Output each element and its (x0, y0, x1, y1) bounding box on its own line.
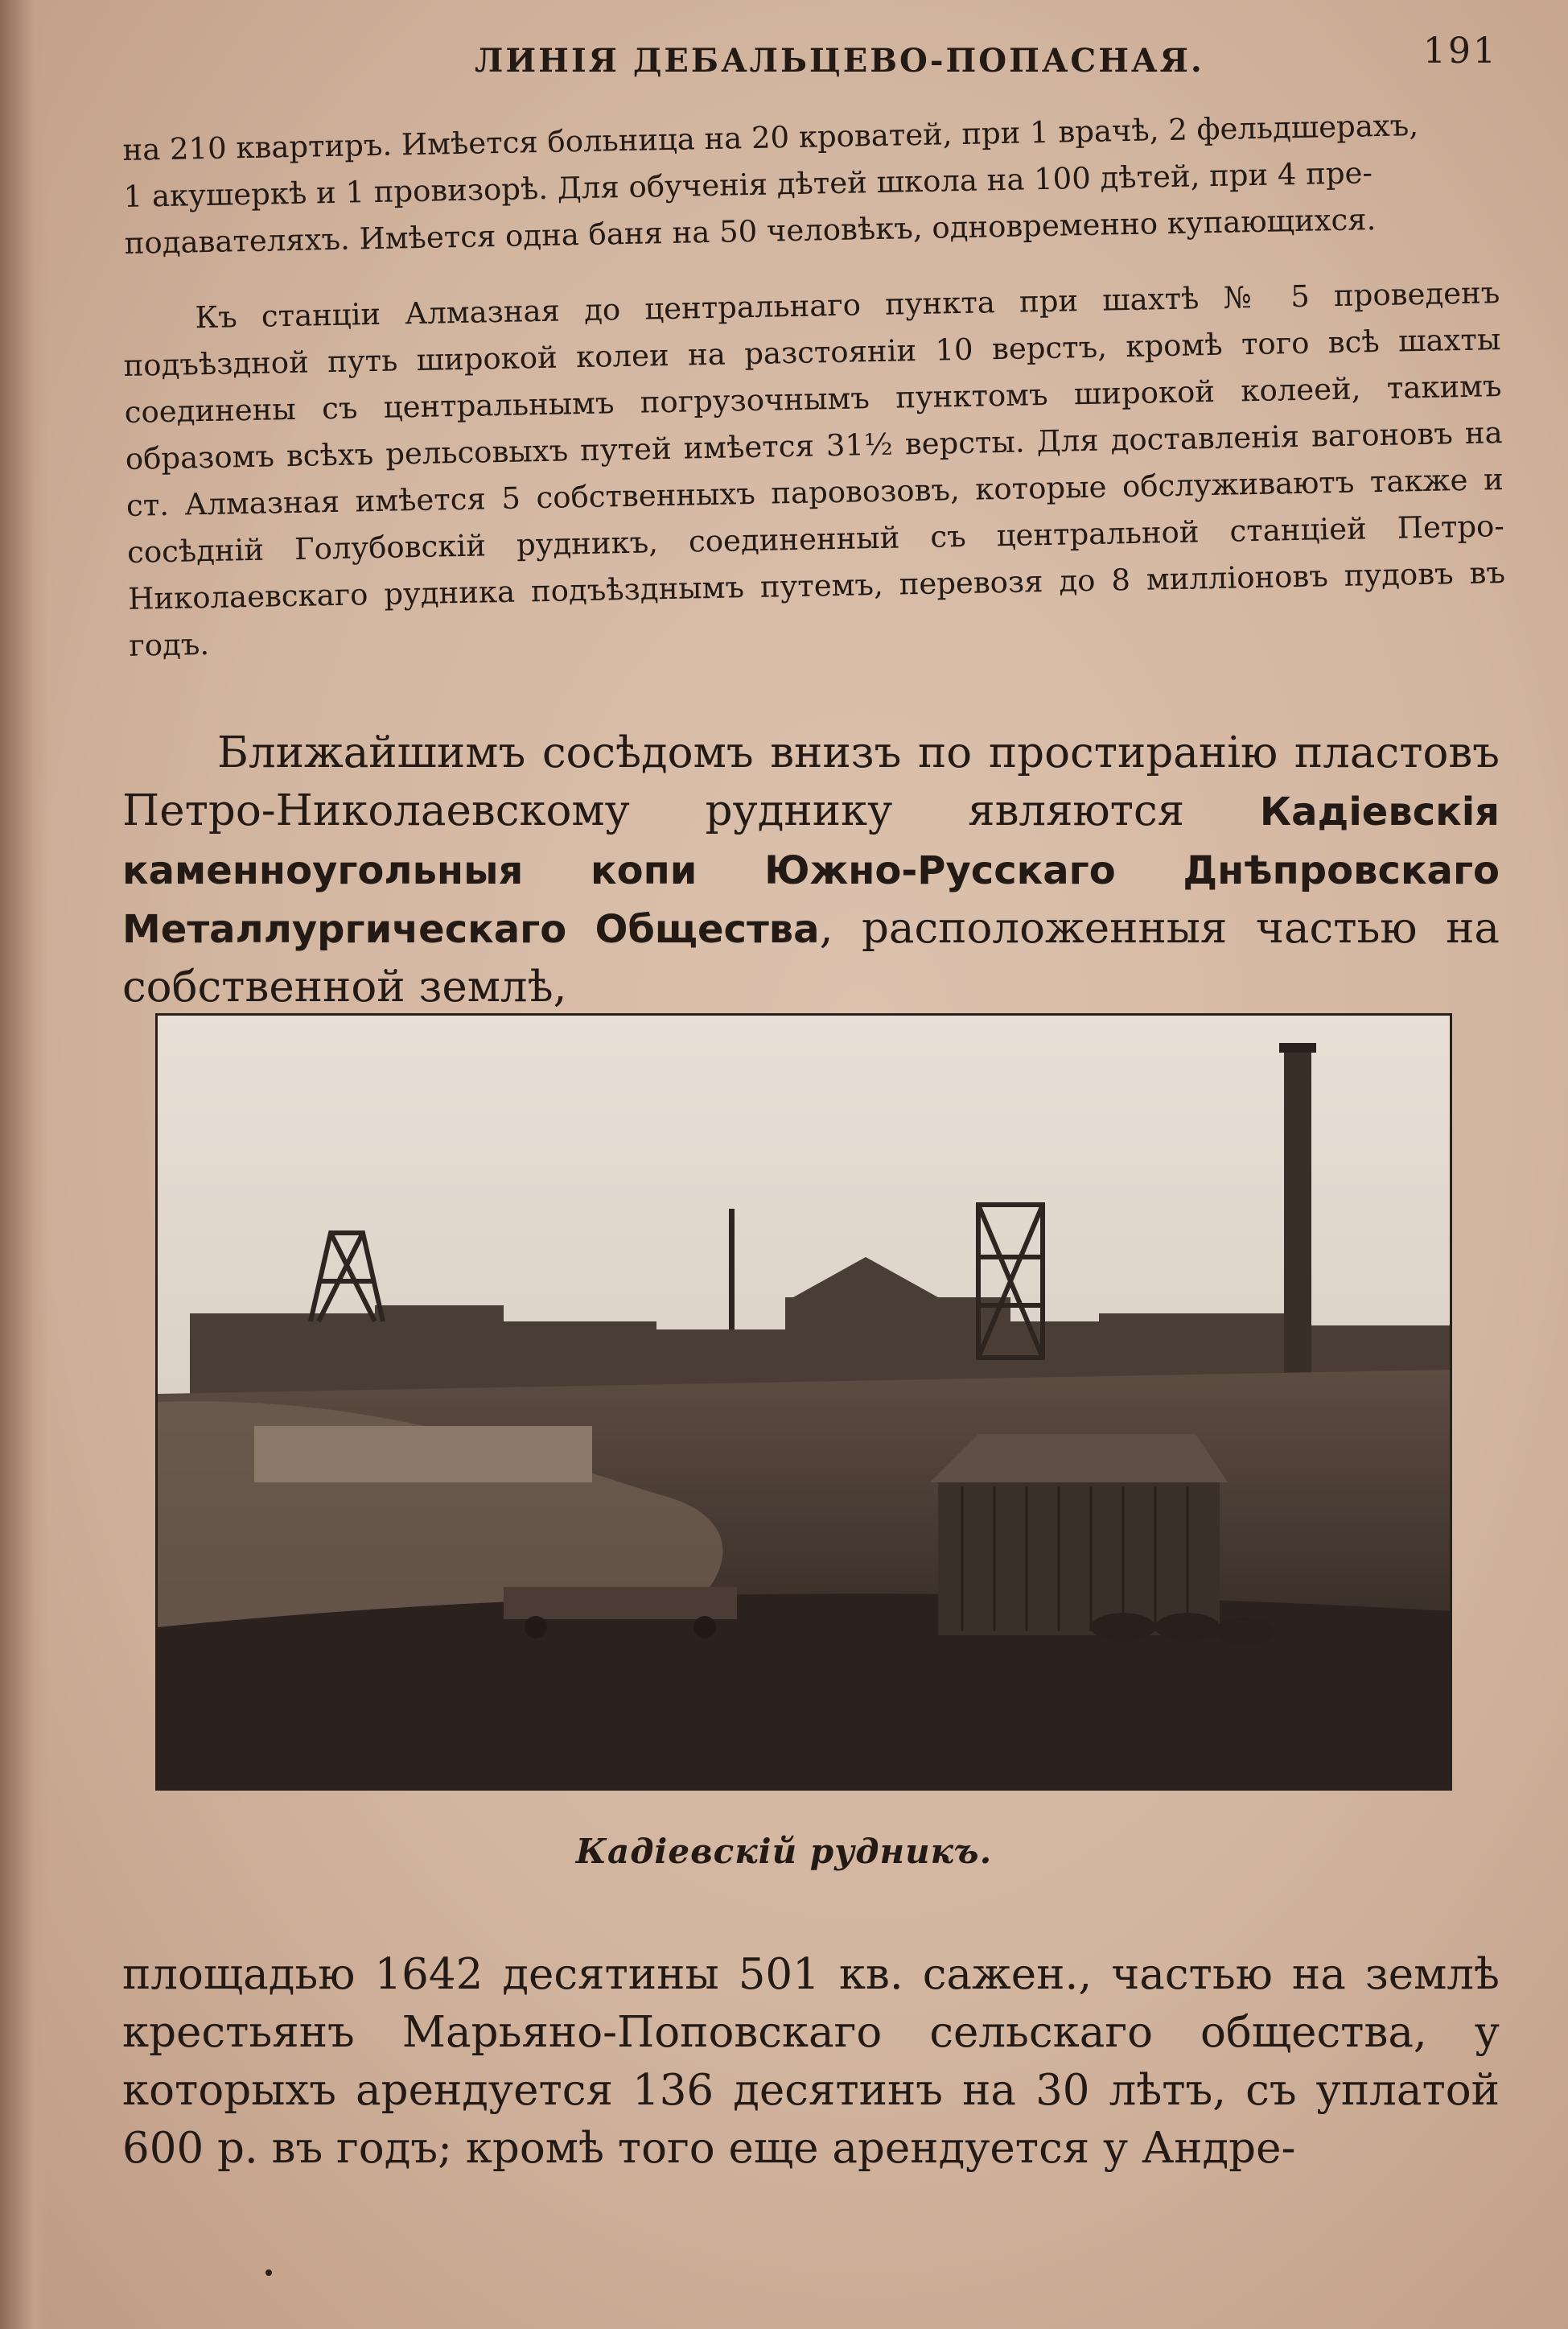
paragraph-area-text: площадью 1642 десятины 501 кв. сажен., частью на землѣ крестьянъ Марьяно-Поповскаго сельскаго общества, у которыхъ арендуется 136 десятинъ на 30 лѣтъ, съ уплатой 600 р. въ годъ; кромѣ того еще арендуется у Андре- (122, 1950, 1500, 2173)
paragraph-railway-text: Къ станціи Алмазная до центральнаго пункта при шахтѣ № 5 проведенъ подъѣздной путь широкой колеи на разстояніи 10 верстъ, кромѣ того всѣ шахты соединены съ центральнымъ погрузочнымъ пунктомъ широкой колеей, такимъ образомъ всѣхъ рельсовыхъ путей имѣется 31½ версты. Для доставленія вагоновъ на ст. Алмазная имѣется 5 собственныхъ паровозовъ, которые обслуживаютъ также и сосѣдній Голубовскій рудникъ, соединенный съ центральной станціей Петро-Николаевскаго рудника подъѣзднымъ путемъ, перевозя до 8 миллiоновъ пудовъ въ годъ. (123, 275, 1506, 663)
paragraph-railway (122, 270, 1507, 670)
paragraph-hospital (122, 101, 1502, 267)
book-gutter-shadow (0, 0, 48, 2329)
text-line: подавателяхъ. Имѣется одна баня на 50 человѣкъ, одновременно купающихся. (124, 202, 1377, 261)
mine-photograph (158, 1016, 1450, 1788)
company-name-bold: Кадіевскія каменноугольныя копи Южно-Русскаго Днѣпровскаго Металлургическаго Общества (122, 789, 1500, 952)
page-number: 191 (1423, 31, 1498, 72)
neighbor-text-a: Ближайшимъ сосѣдомъ внизъ по простиранію пластовъ Петро-Николаевскому руднику являются (122, 728, 1500, 835)
paragraph-neighbor (122, 724, 1500, 1016)
stray-mark (265, 2269, 272, 2276)
text-line: 1 акушеркѣ и 1 провизорѣ. Для обученія дѣтей школа на 100 дѣтей, при 4 пре- (123, 155, 1373, 214)
photo-caption: Кадіевскій рудникъ. (575, 1832, 993, 1871)
neighbor-text-b: , расположенныя частью на собственной землѣ, (122, 904, 1500, 1012)
paragraph-area (122, 1946, 1500, 2178)
running-title: ЛИНІЯ ДЕБАЛЬЦЕВО-ПОПАСНАЯ. (475, 42, 1204, 80)
paragraph-neighbor-text (122, 724, 1500, 1016)
text-line: на 210 квартиръ. Имѣется больница на 20 кроватей, при 1 врачѣ, 2 фельдшерахъ, (122, 108, 1419, 167)
mine-photo-illustration (158, 1016, 1450, 1788)
running-header (475, 31, 1512, 87)
